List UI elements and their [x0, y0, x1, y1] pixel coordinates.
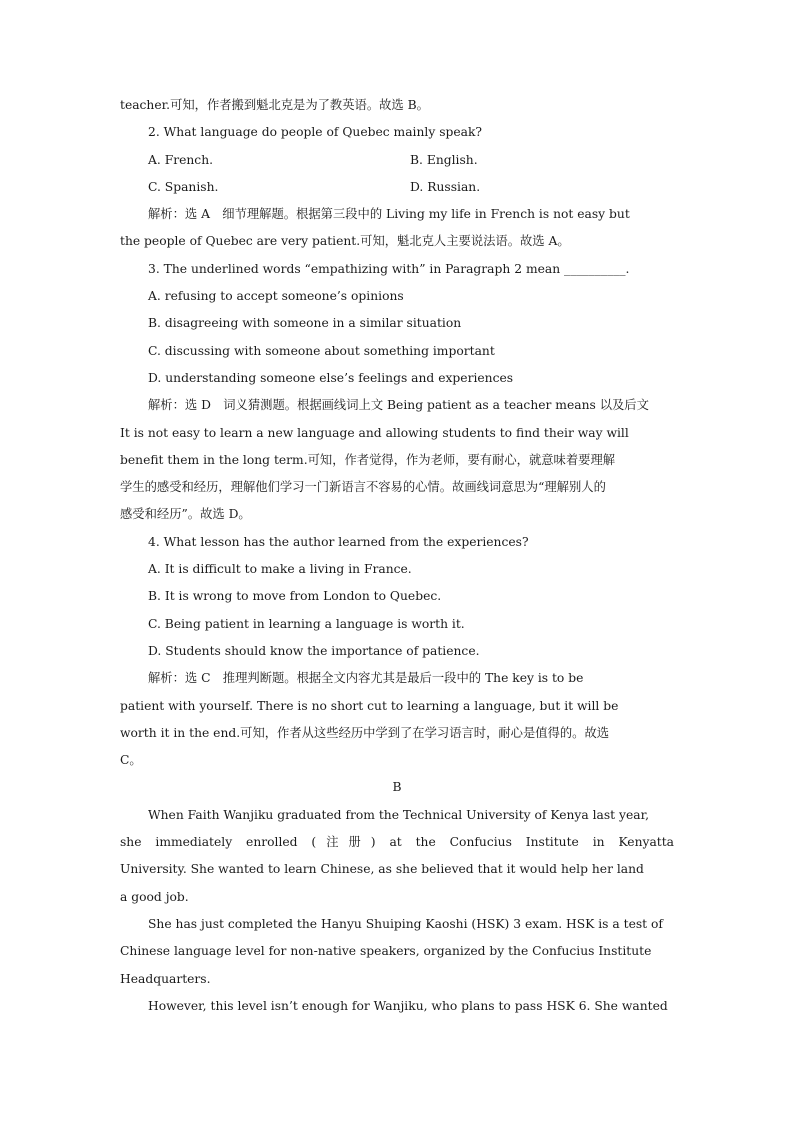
options-row: [120, 147, 674, 174]
option-d: D. Russian.: [410, 179, 481, 194]
option-a: A. It is difficult to make a living in France.: [148, 562, 412, 577]
option-d: D. Students should know the importance of patience.: [148, 643, 480, 658]
analysis-line: C。: [120, 753, 142, 768]
passage-line: Chinese language level for non-native speakers, organized by the Confucius Institute: [120, 944, 652, 959]
analysis-line: 解析：选 C 推理判断题。根据全文内容尤其是最后一段中的 The key is to be: [148, 671, 584, 686]
analysis-line: 解析：选 D 词义猜测题。根据画线词上文 Being patient as a teacher means 以及后文: [148, 398, 649, 413]
option-b: B. English.: [410, 152, 478, 167]
option-c: C. Spanish.: [148, 179, 219, 194]
option-c: C. Being patient in learning a language is worth it.: [148, 616, 465, 631]
option-b: B. It is wrong to move from London to Quebec.: [148, 589, 442, 604]
analysis-line: benefit them in the long term.可知，作者觉得，作为老师，要有耐心，就意味着要理解: [120, 452, 616, 467]
option-b: B. disagreeing with someone in a similar situation: [148, 316, 462, 331]
question-2: 2. What language do people of Quebec mainly speak?: [148, 125, 483, 140]
question-3: 3. The underlined words “empathizing with” in Paragraph 2 mean __________.: [148, 261, 630, 276]
passage-line: When Faith Wanjiku graduated from the Technical University of Kenya last year,: [148, 807, 650, 822]
passage-line: However, this level isn’t enough for Wanjiku, who plans to pass HSK 6. She wanted: [148, 998, 668, 1013]
analysis-line: 感受和经历”。故选 D。: [120, 507, 251, 522]
document-page: [120, 92, 674, 1020]
analysis-line: It is not easy to learn a new language and allowing students to find their way will: [120, 425, 629, 440]
passage-line: she immediately enrolled (注册) at the Confucius Institute in Kenyatta: [120, 835, 674, 850]
passage-line: University. She wanted to learn Chinese, as she believed that it would help her land: [120, 862, 644, 877]
analysis-line: the people of Quebec are very patient.可知，魁北克人主要说法语。故选 A。: [120, 234, 570, 249]
analysis-line: 解析：选 A 细节理解题。根据第三段中的 Living my life in French is not easy but: [148, 207, 630, 222]
passage-line: Headquarters.: [120, 971, 211, 986]
option-a: A. refusing to accept someone’s opinions: [148, 289, 404, 304]
analysis-line: patient with yourself. There is no short cut to learning a language, but it will be: [120, 698, 619, 713]
options-row: [120, 174, 674, 201]
option-a: A. French.: [148, 152, 214, 167]
option-d: D. understanding someone else’s feelings and experiences: [148, 370, 514, 385]
analysis-line: 学生的感受和经历，理解他们学习一门新语言不容易的心情。故画线词意思为“理解别人的: [120, 480, 606, 495]
text-line: teacher.可知，作者搬到魁北克是为了教英语。故选 B。: [120, 98, 429, 112]
passage-line: a good job.: [120, 889, 189, 904]
question-4: 4. What lesson has the author learned from the experiences?: [148, 534, 529, 549]
analysis-line: worth it in the end.可知，作者从这些经历中学到了在学习语言时，耐心是值得的。故选: [120, 725, 610, 740]
passage-line: She has just completed the Hanyu Shuiping Kaoshi (HSK) 3 exam. HSK is a test of: [148, 916, 663, 931]
option-c: C. discussing with someone about something important: [148, 343, 495, 358]
section-heading: B: [392, 780, 402, 795]
